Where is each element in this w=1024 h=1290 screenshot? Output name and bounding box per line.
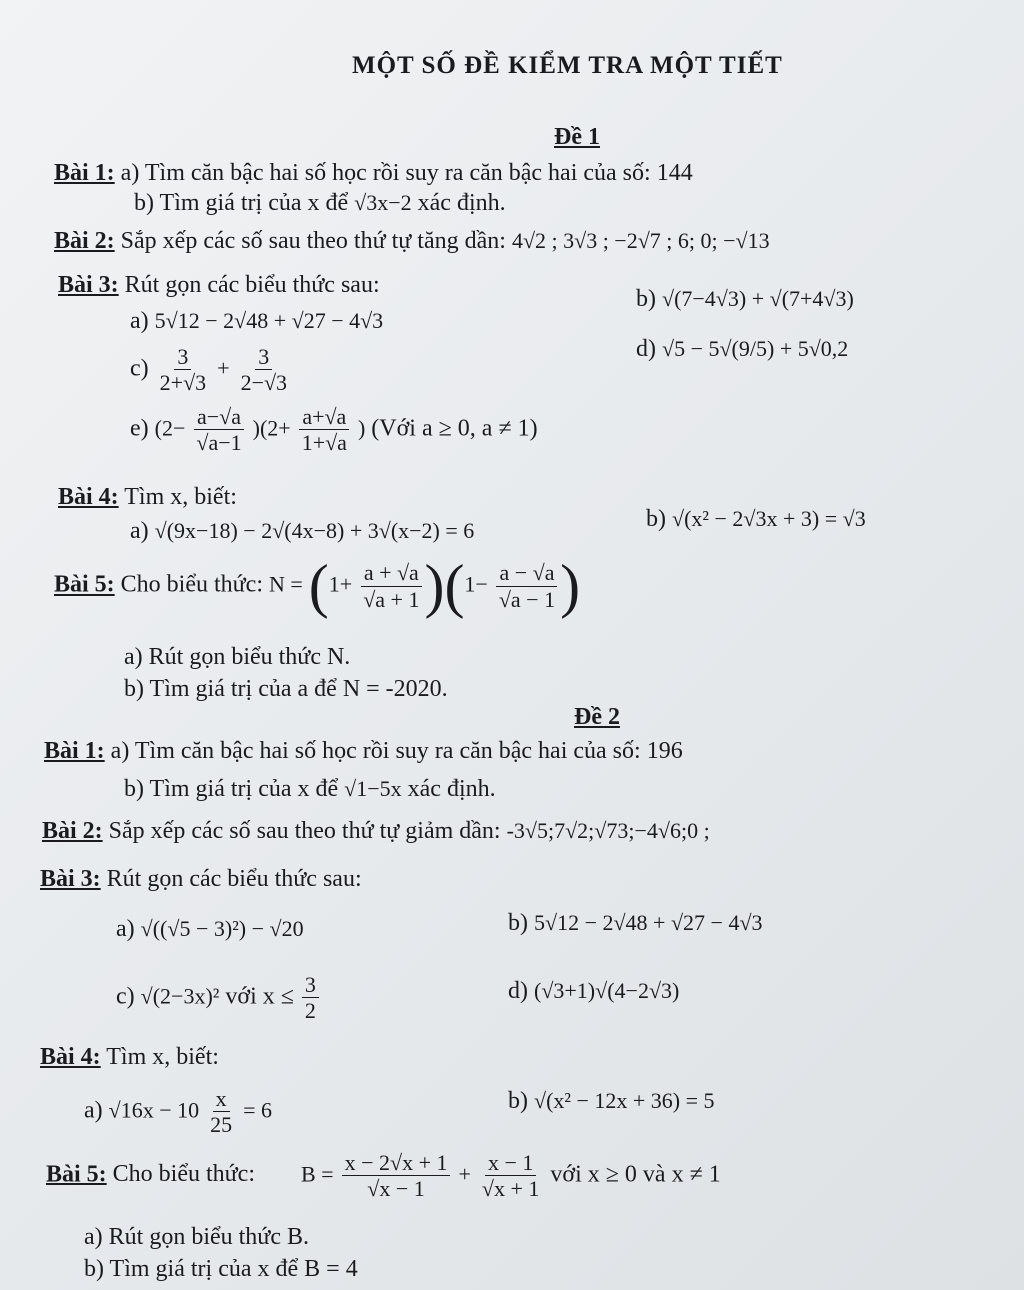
de2-bai2-label: Bài 2:	[42, 818, 103, 844]
denominator: 1+√a	[301, 430, 347, 456]
numerator: x − 1	[485, 1150, 536, 1176]
denominator: √a−1	[196, 430, 242, 456]
item-label: c)	[130, 355, 149, 382]
de1-bai3-text: Rút gọn các biểu thức sau:	[124, 272, 380, 298]
de1-bai1-b-math: √3x−2	[354, 190, 412, 215]
fraction	[193, 404, 244, 456]
denominator: 25	[210, 1112, 233, 1138]
de2-bai3-b	[508, 910, 763, 937]
de1-bai4-header	[58, 484, 237, 511]
plus-sign: +	[217, 355, 230, 381]
de2-bai1-label: Bài 1:	[44, 738, 105, 764]
item-label: a)	[130, 518, 149, 544]
de2-bai4-a	[84, 1086, 272, 1138]
item-label: a)	[84, 1097, 103, 1124]
fraction	[479, 1150, 542, 1202]
math-right: = 6	[243, 1097, 273, 1123]
de2-bai3-c	[116, 972, 321, 1024]
de1-bai3-header	[58, 272, 380, 299]
numerator: 3	[302, 972, 319, 998]
de2-bai3-header	[40, 866, 362, 893]
de1-bai3-b	[636, 286, 854, 313]
de2-bai5-text: Cho biểu thức:	[112, 1161, 255, 1188]
expr-prefix: N =	[269, 571, 303, 597]
plus-sign: +	[458, 1161, 471, 1187]
de1-bai4-label: Bài 4:	[58, 484, 119, 510]
one-minus: 1−	[464, 571, 488, 597]
de2-bai3-d-math: (√3+1)√(4−2√3)	[534, 978, 680, 1003]
item-label: a)	[116, 916, 135, 942]
de1-bai3-a	[130, 308, 383, 335]
denominator: 2+√3	[159, 370, 207, 396]
de1-bai4-a-math: √(9x−18) − 2√(4x−8) + 3√(x−2) = 6	[154, 518, 475, 543]
condition: với x ≥ 0 và x ≠ 1	[550, 1161, 721, 1188]
de1-bai3-e	[130, 404, 538, 456]
numerator: a+√a	[299, 404, 349, 430]
denominator: √a + 1	[363, 586, 420, 612]
item-label: e)	[130, 415, 149, 442]
de1-bai3-label: Bài 3:	[58, 272, 119, 298]
item-label: d)	[636, 336, 656, 362]
numerator: x	[213, 1086, 230, 1112]
paren-open: (	[444, 553, 465, 619]
de2-heading: Đề 2	[574, 704, 620, 730]
de1-bai5-label: Bài 5:	[54, 571, 115, 598]
de1-bai5-a: a) Rút gọn biểu thức N.	[124, 644, 351, 670]
de1-bai5-text: Cho biểu thức:	[120, 571, 263, 598]
fraction	[496, 560, 558, 612]
de2-bai1-b-math: √1−5x	[344, 776, 402, 801]
de2-bai2	[42, 818, 710, 845]
de1-bai5-b: b) Tìm giá trị của a để N = -2020.	[124, 676, 448, 702]
de2-bai4-label: Bài 4:	[40, 1044, 101, 1070]
de1-bai1-b-prefix: b) Tìm giá trị của x để	[134, 190, 349, 216]
de2-bai5-label: Bài 5:	[46, 1161, 107, 1188]
paren-open: (	[308, 553, 329, 619]
de1-heading: Đề 1	[554, 124, 600, 150]
fraction	[299, 404, 350, 456]
de1-bai3-d-math: √5 − 5√(9/5) + 5√0,2	[662, 336, 849, 361]
page-title: MỘT SỐ ĐỀ KIỂM TRA MỘT TIẾT	[352, 52, 783, 79]
de1-bai2-label: Bài 2:	[54, 228, 115, 254]
de1-bai5-line	[54, 553, 581, 619]
de2-bai3-text: Rút gọn các biểu thức sau:	[106, 866, 362, 892]
de2-bai3-c-math: √(2−3x)²	[140, 983, 220, 1009]
de1-bai4-b	[646, 506, 866, 533]
de2-bai5-line	[46, 1150, 721, 1202]
condition: (Với a ≥ 0, a ≠ 1)	[371, 415, 538, 442]
de2-bai5-b: b) Tìm giá trị của x để B = 4	[84, 1256, 358, 1282]
de2-bai3-b-math: 5√12 − 2√48 + √27 − 4√3	[534, 910, 763, 935]
de1-bai1-label: Bài 1:	[54, 160, 115, 186]
item-label: d)	[508, 978, 528, 1004]
numerator: 3	[255, 344, 272, 370]
item-label: b)	[508, 910, 528, 936]
numerator: a−√a	[194, 404, 244, 430]
de1-bai4-text: Tìm x, biết:	[124, 484, 237, 510]
denominator: √x − 1	[367, 1176, 425, 1202]
fraction	[302, 972, 319, 1024]
de1-bai3-d	[636, 336, 848, 363]
de2-bai3-label: Bài 3:	[40, 866, 101, 892]
de1-bai2-text: Sắp xếp các số sau theo thứ tự tăng dần:	[120, 228, 506, 254]
de1-bai1-a: a) Tìm căn bậc hai số học rồi suy ra căn bậc hai của số: 144	[120, 160, 693, 186]
de1-bai1-b-suffix: xác định.	[417, 190, 506, 216]
de2-bai2-text: Sắp xếp các số sau theo thứ tự giảm dần:	[108, 818, 501, 844]
expr-prefix: B =	[301, 1161, 334, 1187]
denominator: √x + 1	[481, 1176, 540, 1202]
numerator: x − 2√x + 1	[342, 1150, 451, 1176]
de2-bai4-text: Tìm x, biết:	[106, 1044, 219, 1070]
fraction	[342, 1150, 451, 1202]
de1-bai2	[54, 228, 770, 255]
condition: với x ≤	[225, 983, 294, 1010]
numerator: a + √a	[361, 560, 422, 586]
paren-close: )	[357, 415, 366, 441]
de1-bai2-math: 4√2 ; 3√3 ; −2√7 ; 6; 0; −√13	[511, 228, 770, 253]
item-label: a)	[130, 308, 149, 334]
de1-bai3-b-math: √(7−4√3) + √(7+4√3)	[662, 286, 854, 311]
denominator: √a − 1	[498, 586, 556, 612]
paren-close: )	[424, 553, 445, 619]
de1-bai3-c	[130, 344, 292, 396]
de1-bai3-a-math: 5√12 − 2√48 + √27 − 4√3	[154, 308, 384, 333]
math-left: √16x − 10	[108, 1097, 200, 1123]
fraction	[157, 344, 209, 396]
numerator: a − √a	[496, 560, 557, 586]
item-label: b)	[646, 506, 666, 532]
de2-bai2-math: -3√5;7√2;√73;−4√6;0 ;	[506, 818, 710, 843]
item-label: b)	[636, 286, 656, 312]
item-label: c)	[116, 983, 135, 1010]
fraction	[238, 344, 290, 396]
de2-bai4-header	[40, 1044, 219, 1071]
denominator: 2−√3	[240, 370, 288, 396]
fraction	[360, 560, 422, 612]
de2-bai3-a	[116, 916, 304, 943]
de2-bai1-line-a	[44, 738, 683, 765]
de2-bai4-b-math: √(x² − 12x + 36) = 5	[534, 1088, 715, 1113]
denominator: 2	[304, 998, 316, 1024]
de2-bai5-a: a) Rút gọn biểu thức B.	[84, 1224, 309, 1250]
fraction	[207, 1086, 235, 1138]
de2-bai1-a: a) Tìm căn bậc hai số học rồi suy ra căn bậc hai của số: 196	[110, 738, 683, 764]
one-plus: 1+	[328, 571, 353, 597]
de1-bai4-b-math: √(x² − 2√3x + 3) = √3	[672, 506, 866, 531]
de2-bai4-b	[508, 1088, 715, 1115]
item-label: b)	[508, 1088, 528, 1114]
de1-bai4-a	[130, 518, 474, 545]
de2-bai1-b-suffix: xác định.	[407, 776, 496, 802]
de2-bai3-a-math: √((√5 − 3)²) − √20	[140, 916, 304, 941]
paren-open: (2−	[154, 415, 186, 441]
de1-bai1-line-b	[134, 190, 506, 217]
de2-bai3-d	[508, 978, 679, 1005]
paren-close: )	[560, 553, 581, 619]
paren-mid: )(2+	[252, 415, 291, 441]
numerator: 3	[174, 344, 191, 370]
de2-bai1-b-prefix: b) Tìm giá trị của x để	[124, 776, 339, 802]
de1-bai1-line-a	[54, 160, 693, 187]
de2-bai1-line-b	[124, 776, 496, 803]
